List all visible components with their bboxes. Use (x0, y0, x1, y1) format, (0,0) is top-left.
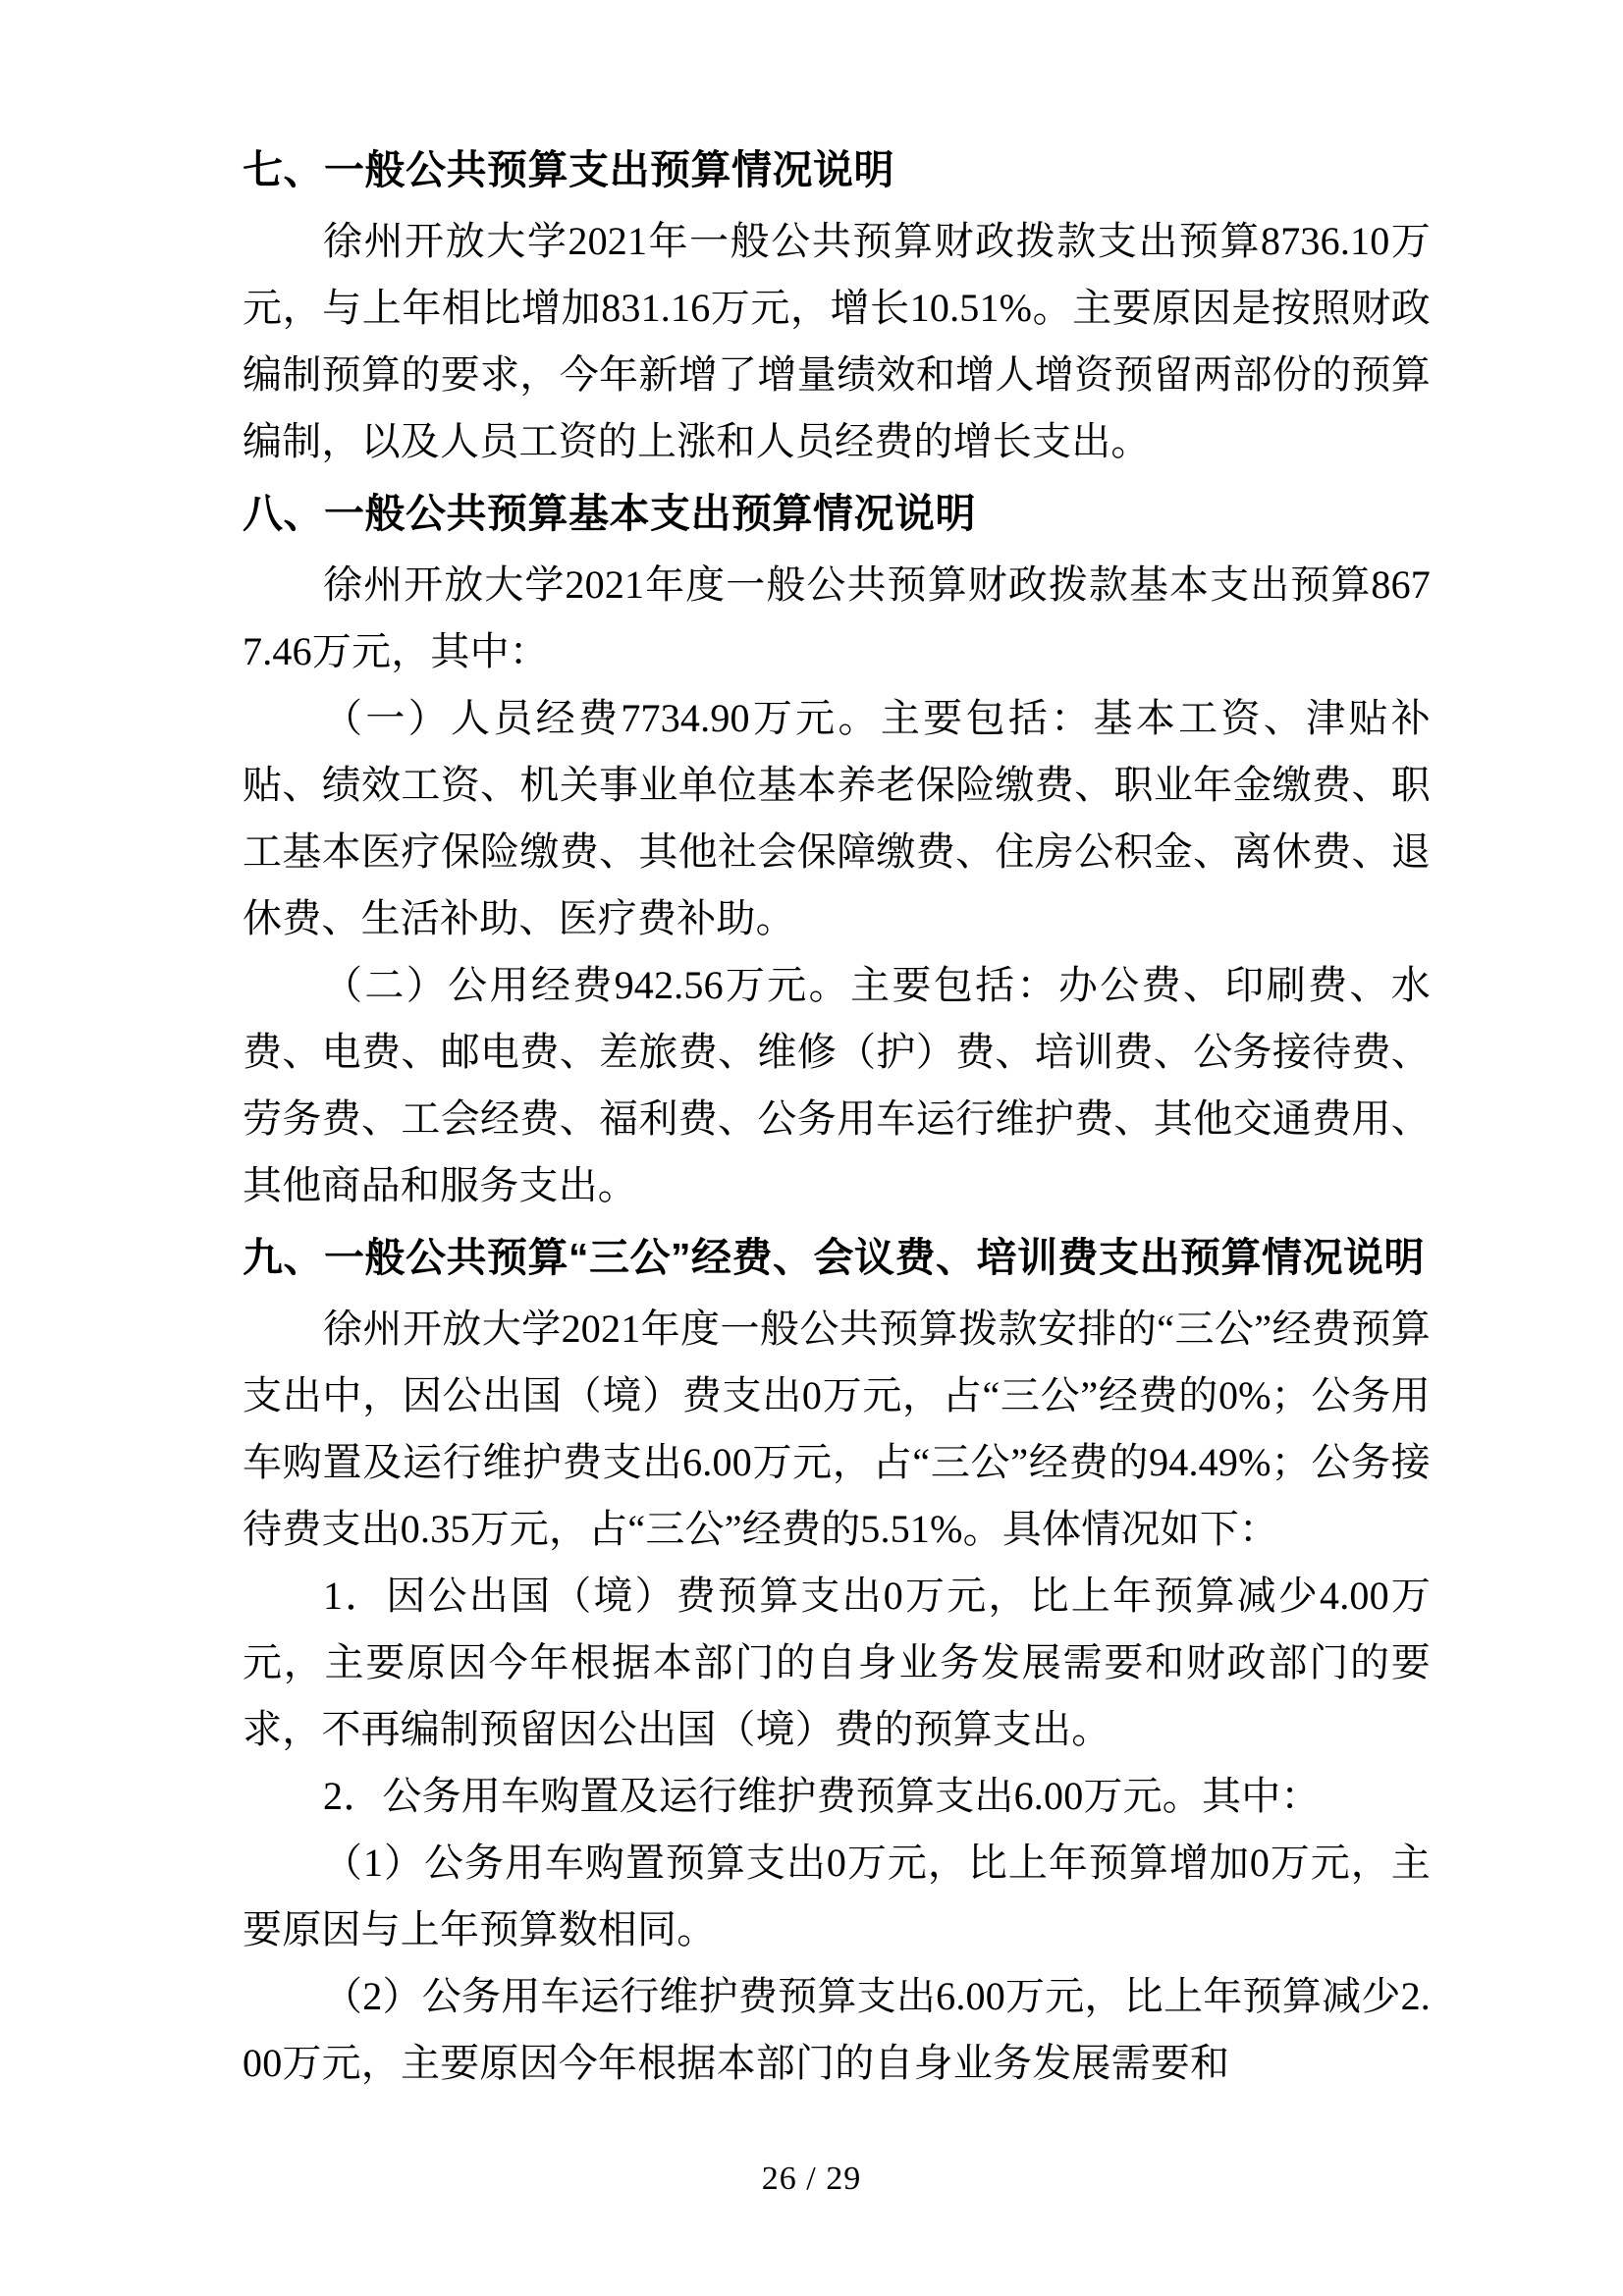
section-8-item-1-personnel-expenses: （一）人员经费7734.90万元。主要包括：基本工资、津贴补贴、绩效工资、机关事业单位基本养老保险缴费、职业年金缴费、职工基本医疗保险缴费、其他社会保障缴费、住房公积金、离休费、退休费、生活补助、医疗费补助。 (243, 696, 1431, 940)
section-8-item-2-public-expenses: （二）公用经费942.56万元。主要包括：办公费、印刷费、水费、电费、邮电费、差旅费、维修（护）费、培训费、公务接待费、劳务费、工会经费、福利费、公务用车运行维护费、其他交通费用、其他商品和服务支出。 (243, 963, 1431, 1207)
section-9-item-2-sub-1-vehicle-purchase: （1）公务用车购置预算支出0万元，比上年预算增加0万元，主要原因与上年预算数相同。 (243, 1841, 1431, 1951)
section-7-paragraph-1: 徐州开放大学2021年一般公共预算财政拨款支出预算8736.10万元，与上年相比增加831.16万元，增长10.51%。主要原因是按照财政编制预算的要求，今年新增了增量绩效和增人增资预留两部份的预算编制，以及人员工资的上涨和人员经费的增长支出。 (243, 219, 1431, 463)
section-heading-7: 七、一般公共预算支出预算情况说明 (243, 147, 894, 192)
page-content (243, 137, 1431, 2097)
section-heading-9: 九、一般公共预算“三公”经费、会议费、培训费支出预算情况说明 (243, 1235, 1425, 1280)
section-8-paragraph-1: 徐州开放大学2021年度一般公共预算财政拨款基本支出预算8677.46万元，其中： (243, 562, 1431, 673)
section-9-item-2-sub-2-vehicle-maintenance: （2）公务用车运行维护费预算支出6.00万元，比上年预算减少2.00万元，主要原因今年根据本部门的自身业务发展需要和 (243, 1974, 1431, 2085)
section-9-item-1-overseas-travel: 1．因公出国（境）费预算支出0万元，比上年预算减少4.00万元，主要原因今年根据本部门的自身业务发展需要和财政部门的要求，不再编制预留因公出国（境）费的预算支出。 (243, 1574, 1431, 1751)
section-heading-8: 八、一般公共预算基本支出预算情况说明 (243, 491, 976, 536)
section-9-item-2-official-vehicles: 2．公务用车购置及运行维护费预算支出6.00万元。其中： (323, 1774, 1321, 1818)
section-9-paragraph-1: 徐州开放大学2021年度一般公共预算拨款安排的“三公”经费预算支出中，因公出国（境）费支出0万元，占“三公”经费的0%；公务用车购置及运行维护费支出6.00万元，占“三公”经费的94.49%；公务接待费支出0.35万元，占“三公”经费的5.51%。具体情况如下： (243, 1307, 1431, 1551)
page-number: 26 / 29 (761, 2161, 862, 2197)
